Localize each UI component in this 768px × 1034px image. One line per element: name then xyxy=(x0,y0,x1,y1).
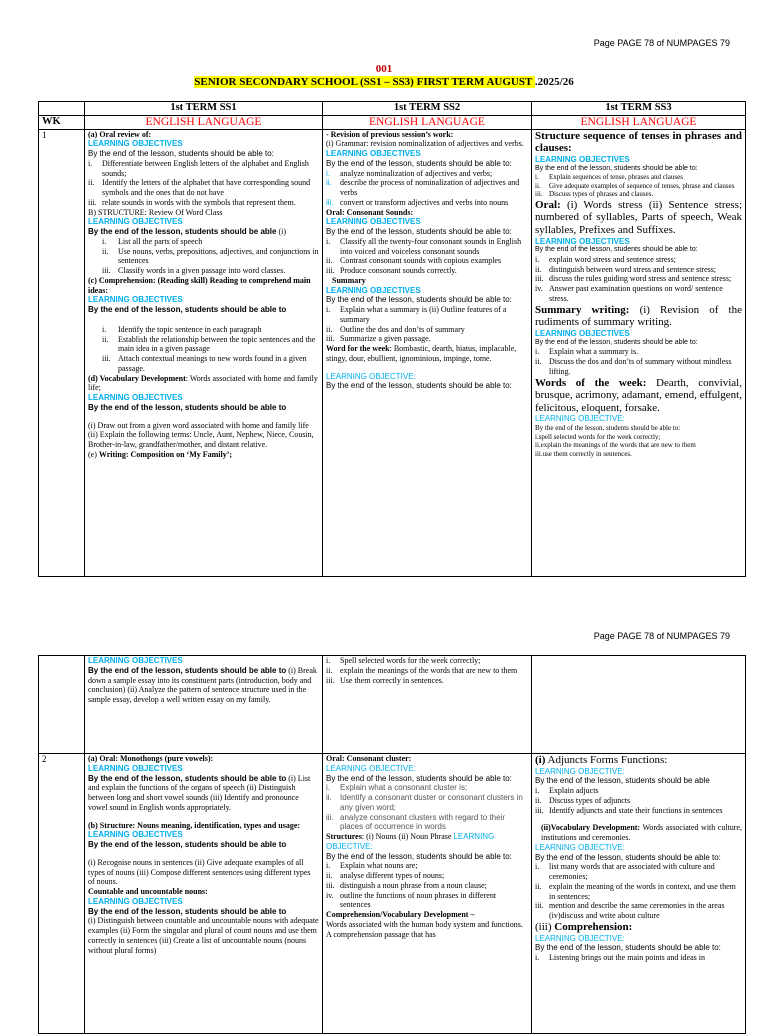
structure-objectives-list xyxy=(88,237,319,276)
writing-objectives: By the end of the lesson, students should be able to (i) Break down a sample essay into its constituent parts (introduction, body and conclusion) (ii) Analyze the pattern of sentence structure used in the sample essay, develop a well written essay on my family. xyxy=(88,665,317,704)
adjuncts-title: (i) Adjuncts Forms Functions: xyxy=(535,754,668,766)
week-number: 1 xyxy=(39,129,85,576)
document-title xyxy=(0,76,768,88)
ss2-term-header: 1st TERM SS2 xyxy=(323,102,532,116)
list-item: iii. Discuss types of phrases and clauses. xyxy=(535,190,654,199)
list-item: ii. Establish the relationship between the topic sentences and the main idea in a given passage xyxy=(102,334,316,354)
comprehension-title: (c) Comprehension: (Reading skill) Reading to comprehend main ideas: xyxy=(88,275,311,295)
ss3-week2-cell xyxy=(532,754,746,1034)
comprehension-objectives-list xyxy=(535,953,742,963)
list-item: iii. Produce consonant sounds correctly. xyxy=(326,266,457,276)
objectives-intro: By the end of the lesson, students should be able to: xyxy=(326,851,512,861)
objectives-intro: By the end of the lesson, students should be able to: xyxy=(326,158,512,168)
structure-title: (b) Structure: Nouns meaning, identification, types and usage: xyxy=(88,820,301,830)
ss3-subject: ENGLISH LANGUAGE xyxy=(532,115,746,129)
wow-objectives-list xyxy=(326,656,528,685)
ss3-continuation-cell xyxy=(532,656,746,754)
objectives-intro: By the end of the lesson, students should be able to: xyxy=(535,246,698,254)
ss1-week2-cell xyxy=(85,754,323,1034)
objectives-intro: By the end of the lesson, students should be able to: xyxy=(88,149,274,159)
comprehension-objectives-list xyxy=(88,325,319,374)
list-item: iii. Identify adjuncts and state their functions in sentences xyxy=(535,805,723,815)
revision-title: - Revision of previous session’s work: xyxy=(326,129,454,139)
objectives-intro: By the end of the lesson, students should be able to: xyxy=(326,227,512,237)
vocabulary-title: (d) Vocabulary Development: Words associated with home and family life; xyxy=(88,373,318,393)
list-item: iii. analyze consonant clusters with regard to their places of occurrence in words xyxy=(326,812,505,832)
learning-objectives-label: LEARNING OBJECTIVES xyxy=(88,217,183,227)
week-number: 2 xyxy=(39,754,85,1034)
objectives-intro: By the end of the lesson, students should be able to: xyxy=(535,943,721,953)
list-item: ii. Give adequate examples of sequence of tenses, phrase and clauses xyxy=(535,181,735,190)
list-item: ii. Identify the letters of the alphabet that have corresponding sound symbols and the ones that do not have xyxy=(88,178,311,198)
learning-objectives-label: LEARNING OBJECTIVES xyxy=(535,236,630,246)
list-item: ii. Contrast consonant sounds with copious examples xyxy=(326,256,502,266)
objectives-intro: By the end of the lesson, students should be able to: xyxy=(326,295,512,305)
learning-objectives-label: LEARNING OBJECTIVES xyxy=(88,139,183,149)
learning-objective-label: LEARNING OBJECTIVE: xyxy=(535,414,625,424)
adjuncts-objectives-list xyxy=(535,786,742,815)
objectives-intro: By the end of the lesson, students should be able to xyxy=(88,840,287,849)
list-item: i. Explain what a summary is (ii) Outline features of a summary xyxy=(326,305,507,324)
objectives-intro: By the end of the lesson, students should be able to xyxy=(88,305,287,315)
learning-objectives-label: LEARNING OBJECTIVES xyxy=(535,328,630,338)
structure-objectives: (i) Recognise nouns in sentences (ii) Give adequate examples of all types of nouns (iii) Compose different sentences using different types of nouns. xyxy=(88,857,311,887)
continuation-row xyxy=(39,656,746,754)
learning-objectives-label: LEARNING OBJECTIVES xyxy=(88,393,183,403)
summary-title: Summary xyxy=(332,275,366,285)
list-item: i. Listening brings out the main points and ideas in xyxy=(535,953,705,963)
objectives-intro: By the end of the lesson, students should be able to: xyxy=(535,164,698,172)
learning-objectives-label: LEARNING OBJECTIVES xyxy=(535,154,630,164)
list-item: ii. Outline the dos and don’ts of summary xyxy=(326,324,465,334)
list-item: i. Explain adjucts xyxy=(535,786,599,796)
ss1-week1-cell xyxy=(85,129,323,576)
list-item: i. Spell selected words for the week correctly; xyxy=(326,656,481,665)
objectives-intro: By the end of the lesson, students should be able to: xyxy=(535,338,698,346)
learning-objectives-label: LEARNING OBJECTIVES xyxy=(88,830,183,840)
learning-objective-label: LEARNING OBJECTIVE: xyxy=(535,842,625,852)
learning-objectives-label: LEARNING OBJECTIVES xyxy=(326,217,421,227)
wow-objectives-line: i.spell selected words for the week correctly; xyxy=(535,432,661,441)
list-item: i. List all the parts of speech xyxy=(102,236,203,246)
list-item: ii. analyse different types of nouns; xyxy=(326,871,445,880)
term-header-row xyxy=(39,102,746,116)
objectives-intro: By the end of the lesson, students should be able to xyxy=(88,402,287,412)
objectives-intro: By the end of the lesson, students should be able to xyxy=(88,906,287,916)
page-header-2: Page PAGE 78 of NUMPAGES 79 xyxy=(593,631,730,641)
list-item: iii. Attach contextual meanings to new words found in a given passage. xyxy=(102,354,307,373)
learning-objective-label: LEARNING OBJECTIVE: xyxy=(326,371,416,381)
list-item: iii. Summarize a given passage. xyxy=(326,334,431,344)
learning-objectives-label: LEARNING OBJECTIVES xyxy=(88,896,183,906)
week-1-row xyxy=(39,129,746,576)
list-item: iii. distinguish a noun phrase from a noun clause; xyxy=(326,880,487,890)
week-2-row xyxy=(39,754,746,1034)
list-item: iv. Answer past examination questions on word/ sentence stress. xyxy=(535,284,723,303)
grammar-objectives-list xyxy=(326,169,528,208)
objectives-intro: By the end of the lesson, students should be able (i) xyxy=(88,227,287,237)
list-item: iii. Use them correctly in sentences. xyxy=(326,675,444,685)
oral-objectives-list xyxy=(535,255,742,304)
oral-objectives: By the end of the lesson, students should be able to (i) List and explain the functions of the organs of speech (ii) Distinguish between long and short vowel sounds (iii) Identify and pronounce vowel sound in English words appropriately. xyxy=(88,773,311,812)
list-item: i. Explain sequences of tense, phrases and clauses xyxy=(535,173,683,182)
learning-objectives-label: LEARNING OBJECTIVES xyxy=(326,285,421,295)
ss1-continuation-cell xyxy=(85,656,323,754)
ss3-week1-cell xyxy=(532,129,746,576)
objectives-intro: By the end of the lesson, students should be able to: xyxy=(326,773,512,783)
list-item: i. Differentiate between English letters of the alphabet and English sounds; xyxy=(88,158,309,178)
document-number: 001 xyxy=(375,63,393,75)
learning-objectives-label: LEARNING OBJECTIVES xyxy=(326,149,421,159)
structures-title: Structures: (i) Nouns (ii) Noun Phrase LEARNING OBJECTIVE: xyxy=(326,832,495,851)
list-item: iii. mention and describe the same ceremonies in the areas (iv)discuss and write about culture xyxy=(535,901,725,921)
list-item: ii. Discuss types of adjuncts xyxy=(535,795,631,805)
summary-objectives-list xyxy=(535,347,742,376)
summary-objectives-list xyxy=(326,305,528,344)
list-item: i. Explain what nouns are; xyxy=(326,861,418,871)
objectives-intro: By the end of the lesson, students should be able xyxy=(535,776,710,786)
learning-objectives-label: LEARNING OBJECTIVES xyxy=(88,295,183,305)
list-item: i. Classify all the twenty-four consonant sounds in English into voiced and voiceless consonant sounds xyxy=(326,236,522,256)
list-item: ii. describe the process of nominalization of adjectives and verbs xyxy=(326,178,520,198)
wk-header: WK xyxy=(39,115,85,129)
list-item: i. Identify the topic sentence in each paragraph xyxy=(102,324,262,334)
words-of-the-week: Words of the week: Dearth, convivial, brusque, acrimony, adamant, emend, effulgent, felicitous, eloquent, forsake. xyxy=(535,376,742,414)
list-item: ii. Discuss the dos and don’ts of summary without mindless lifting. xyxy=(535,357,732,376)
wow-objectives-line: ii.explain the meanings of the words that are new to them xyxy=(535,441,696,450)
list-item: ii. explain the meanings of the words that are new to them xyxy=(326,665,518,675)
wow-objectives-line: By the end of the lesson, students should be able to: xyxy=(535,424,681,433)
oral-title: (a) Oral: Monothongs (pure vowels): xyxy=(88,754,214,763)
wow-objectives-line: iii.use them correctly in sentences. xyxy=(535,449,632,458)
learning-objectives-label: LEARNING OBJECTIVES xyxy=(88,656,183,665)
word-for-the-week: Word for the week: Bombastic, dearth, hiatus, implacable, stingy, dour, ebullient, ignominious, impinge, tome. xyxy=(326,344,517,363)
scheme-table-page2 xyxy=(38,655,746,1034)
oral-topic: Oral: (i) Words stress (ii) Sentence stress; numbered of syllables, Parts of speech, Weak syllables, Prefixes and Suffixes. xyxy=(535,198,742,237)
list-item: ii. Use nouns, verbs, prepositions, adjectives, and conjunctions in sentences xyxy=(102,246,319,266)
vocabulary-objectives: (i) Draw out from a given word associated with home and family life (ii) Explain the following terms: Uncle, Aunt, Nephew, Niece, Cousin, Brother-in-law, grandfather/mother, and distant relative. xyxy=(88,420,314,450)
structure-title: B) STRUCTURE: Review Of Word Class xyxy=(88,207,223,217)
ss2-subject: ENGLISH LANGUAGE xyxy=(323,115,532,129)
objectives-intro: By the end of the lesson, students should be able to: xyxy=(326,381,512,391)
oral-review-title: (a) Oral review of: xyxy=(88,129,152,139)
ss3-term-header: 1st TERM SS3 xyxy=(532,102,746,116)
comprehension-text: Words associated with the human body system and functions. A comprehension passage that has xyxy=(326,919,523,939)
ss1-term-header: 1st TERM SS1 xyxy=(85,102,323,116)
learning-objective-label: LEARNING OBJECTIVE: xyxy=(535,766,625,776)
list-item: i. Explain what a consonant cluster is; xyxy=(326,783,468,793)
countable-nouns-title: Countable and uncountable nouns: xyxy=(88,887,208,896)
comprehension-title: (iii) Comprehension: xyxy=(535,920,633,933)
oral-objectives-list xyxy=(326,237,528,276)
learning-objective-label: LEARNING OBJECTIVE: xyxy=(326,763,416,773)
ss1-subject: ENGLISH LANGUAGE xyxy=(85,115,323,129)
title-year: .2025/26 xyxy=(534,76,574,88)
oral-title: Oral: Consonant Sounds: xyxy=(326,207,414,217)
learning-objectives-label: LEARNING OBJECTIVES xyxy=(88,763,183,773)
ss2-week2-cell xyxy=(323,754,532,1034)
summary-topic: Summary writing: (i) Revision of the rudiments of summary writing. xyxy=(535,303,742,329)
countable-nouns-objectives: (i) Distinguish between countable and uncountable nouns with adequate examples (ii) Form the singular and plural of count nouns and use them correctly in sentences (iii) Create a list of uncountable nouns (nouns without plural forms) xyxy=(88,916,319,955)
list-item: i. analyze nominalization of adjectives and verbs; xyxy=(326,168,493,178)
list-item: iii. convert or transform adjectives and verbs into nouns xyxy=(326,197,509,207)
structures-objectives-list xyxy=(326,861,528,910)
list-item: ii. explain the meaning of the words in context, and use them in sentences; xyxy=(535,881,736,901)
objectives-intro: By the end of the lesson, students should be able to: xyxy=(535,852,721,862)
list-item: iii. discuss the rules guiding word stress and sentence stress; xyxy=(535,274,732,284)
list-item: iv. outline the functions of noun phrases in different sentences xyxy=(326,890,497,910)
vocabulary-objectives-list xyxy=(535,862,742,921)
ss2-continuation-cell xyxy=(323,656,532,754)
list-item: i. list many words that are associated with culture and ceremonies; xyxy=(535,862,715,882)
list-item: ii. Identify a consonant duster or consonant clusters in any given word; xyxy=(326,793,523,812)
page-header: Page PAGE 78 of NUMPAGES 79 xyxy=(593,38,730,48)
structure-objectives-list xyxy=(535,173,742,199)
list-item: ii. distinguish between word stress and sentence stress; xyxy=(535,264,717,274)
vocabulary-title: (ii)Vocabulary Development: Words associated with culture, institutions and ceremonies. xyxy=(541,823,742,843)
writing-title: (e) Writing: Composition on ‘My Family’; xyxy=(88,449,233,459)
list-item: iii. relate sounds in words with the symbols that represent them. xyxy=(88,197,296,207)
oral-title: Oral: Consonant cluster: xyxy=(326,754,412,763)
oral-objectives-list xyxy=(88,159,319,208)
oral-objectives-list xyxy=(326,783,528,832)
title-highlighted: SENIOR SECONDARY SCHOOL (SS1 – SS3) FIRST TERM AUGUST xyxy=(194,76,535,88)
subject-header-row xyxy=(39,115,746,129)
grammar-topic: (i) Grammar: revision nominalization of adjectives and verbs. xyxy=(326,139,524,149)
structure-title: Structure sequence of tenses in phrases and clauses: xyxy=(535,129,742,155)
list-item: i. Explain what a summary is. xyxy=(535,347,639,357)
comprehension-title: Comprehension/Vocabulary Development – xyxy=(326,910,475,919)
ss2-week1-cell xyxy=(323,129,532,576)
scheme-table-page1 xyxy=(38,101,746,577)
learning-objective-label: LEARNING OBJECTIVE: xyxy=(535,933,625,943)
list-item: iii. Classify words in a given passage into word classes. xyxy=(102,266,286,276)
list-item: i. explain word stress and sentence stress; xyxy=(535,254,676,264)
